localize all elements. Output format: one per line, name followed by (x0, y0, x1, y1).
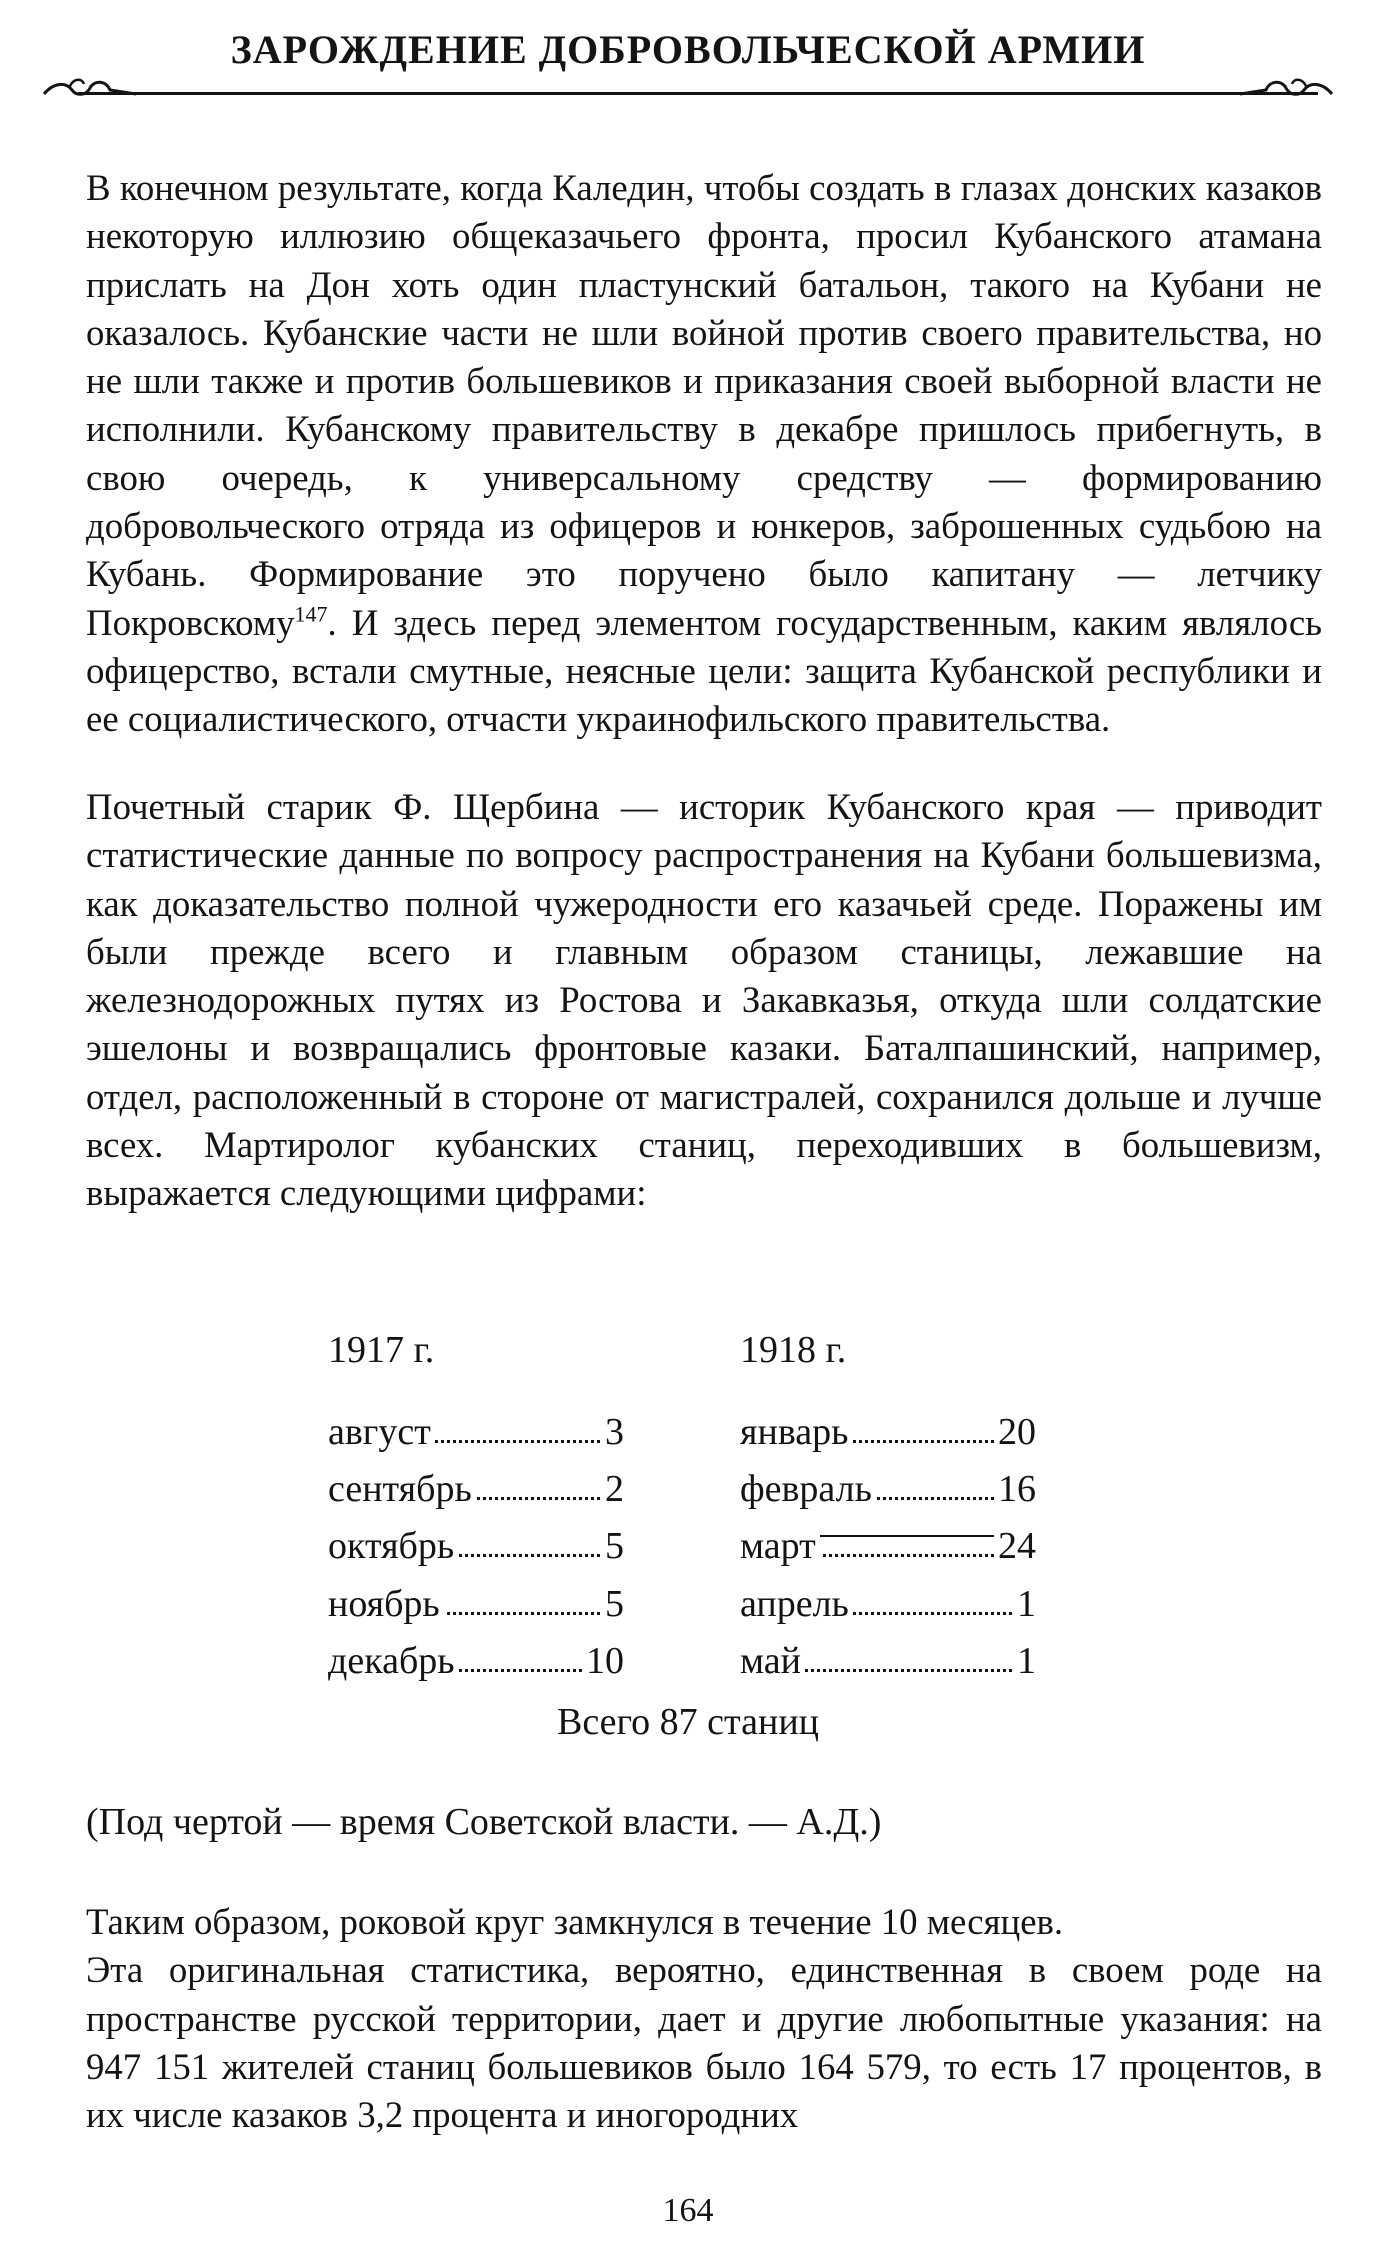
month-label: март (740, 1524, 820, 1568)
stats-row (740, 1639, 1036, 1691)
stats-row (740, 1467, 1036, 1519)
month-label: февраль (740, 1467, 876, 1511)
count-value: 2 (601, 1467, 624, 1511)
month-label: сентябрь (328, 1467, 476, 1511)
count-value: 10 (582, 1639, 624, 1683)
year-header-1917: 1917 г. (328, 1329, 435, 1371)
count-value: 20 (994, 1410, 1036, 1454)
month-label: май (740, 1639, 805, 1683)
month-label: август (328, 1410, 435, 1454)
count-value: 1 (1013, 1639, 1036, 1683)
count-value: 3 (601, 1410, 624, 1454)
author-note: (Под чертой — время Советской власти. — А.Д.) (86, 1801, 882, 1843)
footnote-ref-147[interactable]: 147 (294, 601, 328, 627)
concluding-line-1: Таким образом, роковой круг замкнулся в течение 10 месяцев. (86, 1901, 1064, 1942)
running-head: ЗАРОЖДЕНИЕ ДОБРОВОЛЬЧЕСКОЙ АРМИИ (230, 27, 1146, 72)
month-label: январь (740, 1410, 852, 1454)
stats-row (328, 1524, 624, 1576)
stats-row (328, 1639, 624, 1691)
paragraph-2: Почетный старик Ф. Щербина — историк Кубанского края — приводит статистические данные по вопросу распространения на Кубани большевизма, как доказательство полной чужеродности его казачьей среде. Поражены им были прежде всего и главным образом станицы, лежавшие на железнодорожных путях из Ростова и Закавказья, откуда шли солдатские эшелоны и возвращались фронтовые казаки. Баталпашинский, например, отдел, расположенный в стороне от магистралей, сохранился дольше и лучше всех. Мартиролог кубанских станиц, переходивших в большевизм, выражается следующими цифрами: (86, 786, 1322, 1214)
month-label: ноябрь (328, 1582, 444, 1626)
paragraph-1-text: В конечном результате, когда Каледин, чтобы создать в глазах донских казаков некоторую иллюзию общеказачьего фронта, просил Кубанского атамана прислать на Дон хоть один пластунский батальон, такого на Кубани не оказалось. Кубанские части не шли войной против своего правительства, но не шли также и против большевиков и приказания своей выборной власти не исполнили. Кубанскому правительству в декабре пришлось прибегнуть, в свою очередь, к универсальному средству — формированию добровольческого отряда из офицеров и юнкеров, заброшенных судьбою на Кубань. Формирование это поручено было капитану — летчику Покровскому (86, 167, 1322, 643)
month-label: апрель (740, 1582, 853, 1626)
month-label: декабрь (328, 1639, 459, 1683)
stats-row (740, 1582, 1036, 1634)
count-value: 24 (994, 1524, 1036, 1568)
stats-row (740, 1524, 1036, 1576)
stats-row (328, 1582, 624, 1634)
stats-row (328, 1467, 624, 1519)
count-value: 5 (601, 1524, 624, 1568)
concluding-paragraph: Эта оригинальная статистика, вероятно, единственная в своем роде на пространстве русской территории, дает и другие любопытные указания: на 947 151 жителей станиц большевиков было 164 579, то есть 17 процентов, в их числе казаков 3,2 процента и иногородних (86, 1949, 1322, 2136)
count-value: 16 (994, 1467, 1036, 1511)
concluding-text (86, 1898, 1322, 2139)
count-value: 5 (601, 1582, 624, 1626)
page-number: 164 (662, 2192, 714, 2229)
count-value: 1 (1013, 1582, 1036, 1626)
stats-row (740, 1410, 1036, 1462)
stats-row (328, 1410, 624, 1462)
year-header-1918: 1918 г. (740, 1329, 847, 1371)
month-label: октябрь (328, 1524, 458, 1568)
paragraph-1-text-end: . И здесь перед элементом государственным, каким являлось офицерство, встали смутные, неясные цели: защита Кубанской республики и ее социалистического, отчасти украинофильского правительства. (86, 601, 1322, 740)
stats-total: Всего 87 станиц (557, 1701, 819, 1743)
